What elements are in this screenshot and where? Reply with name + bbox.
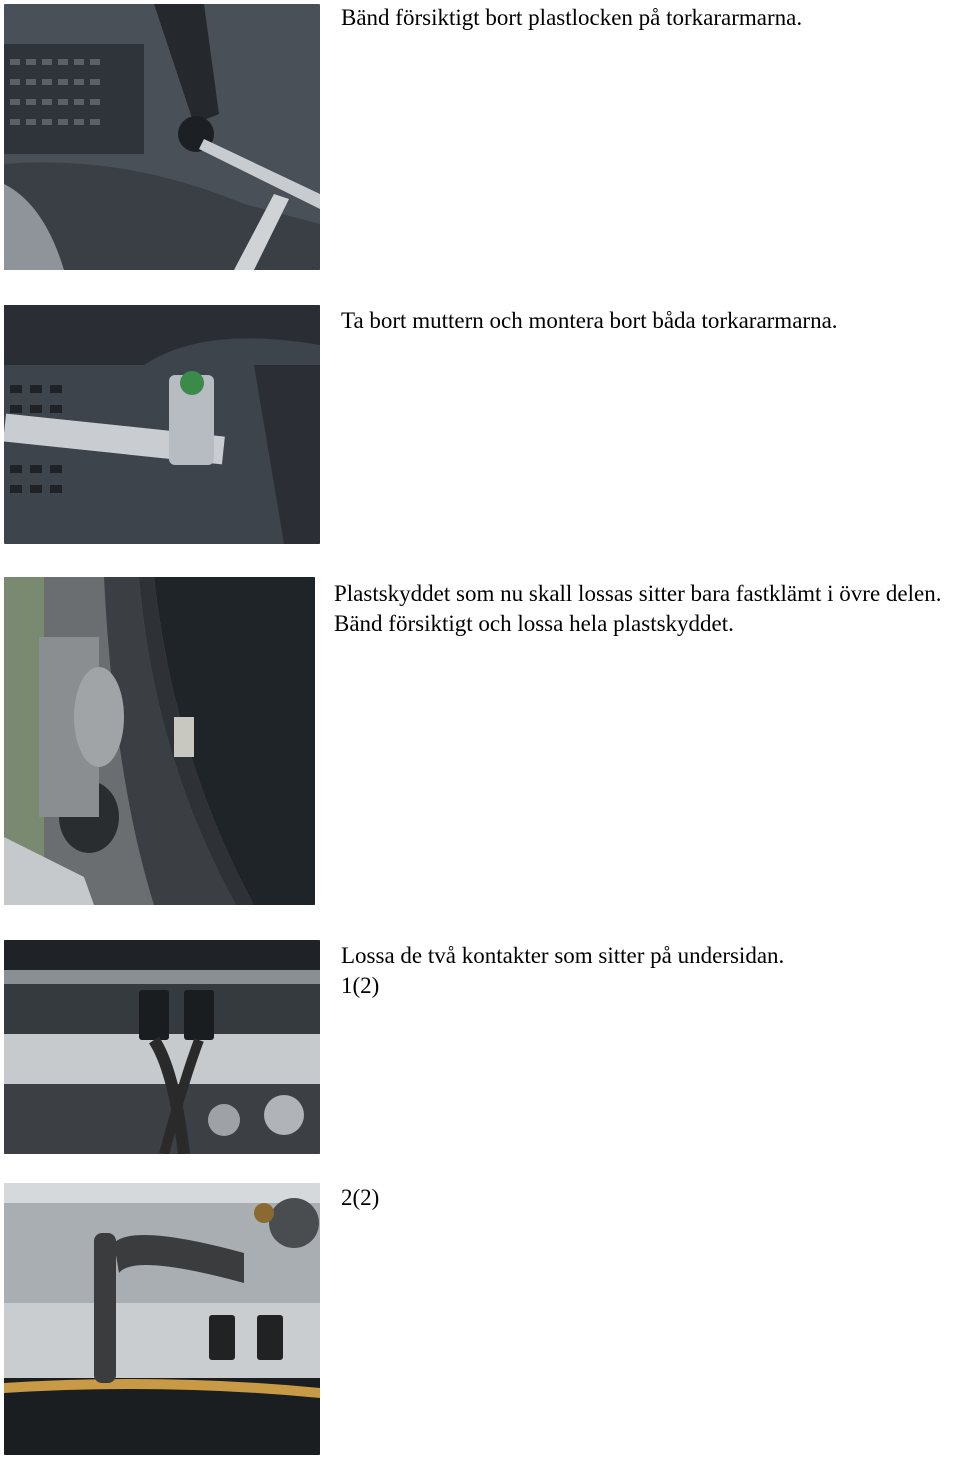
wiper-arm-cap-photo-icon — [4, 4, 320, 270]
page-number-1: 1(2) — [341, 973, 380, 998]
page-number-2: 2(2) — [341, 1185, 380, 1210]
step-4-photo — [4, 940, 320, 1154]
step-2-photo — [4, 305, 320, 544]
step-3-photo — [4, 577, 315, 905]
plastic-cover-photo-icon — [4, 577, 315, 905]
wiper-arm-nut-photo-icon — [4, 305, 320, 544]
step-1-caption: Bänd försiktigt bort plastlocken på torkararmarna. — [341, 5, 803, 30]
connectors-detail-photo-icon — [4, 1183, 320, 1455]
step-3-caption: Plastskyddet som nu skall lossas sitter bara fastklämt i övre delen. Bänd försiktigt och lossa hela plastskyddet. — [334, 581, 942, 636]
step-2-caption: Ta bort muttern och montera bort båda torkararmarna. — [341, 308, 838, 333]
step-1-photo — [4, 4, 320, 270]
step-4-caption: Lossa de två kontakter som sitter på undersidan. — [341, 943, 785, 968]
step-5-photo — [4, 1183, 320, 1455]
connectors-photo-icon — [4, 940, 320, 1154]
